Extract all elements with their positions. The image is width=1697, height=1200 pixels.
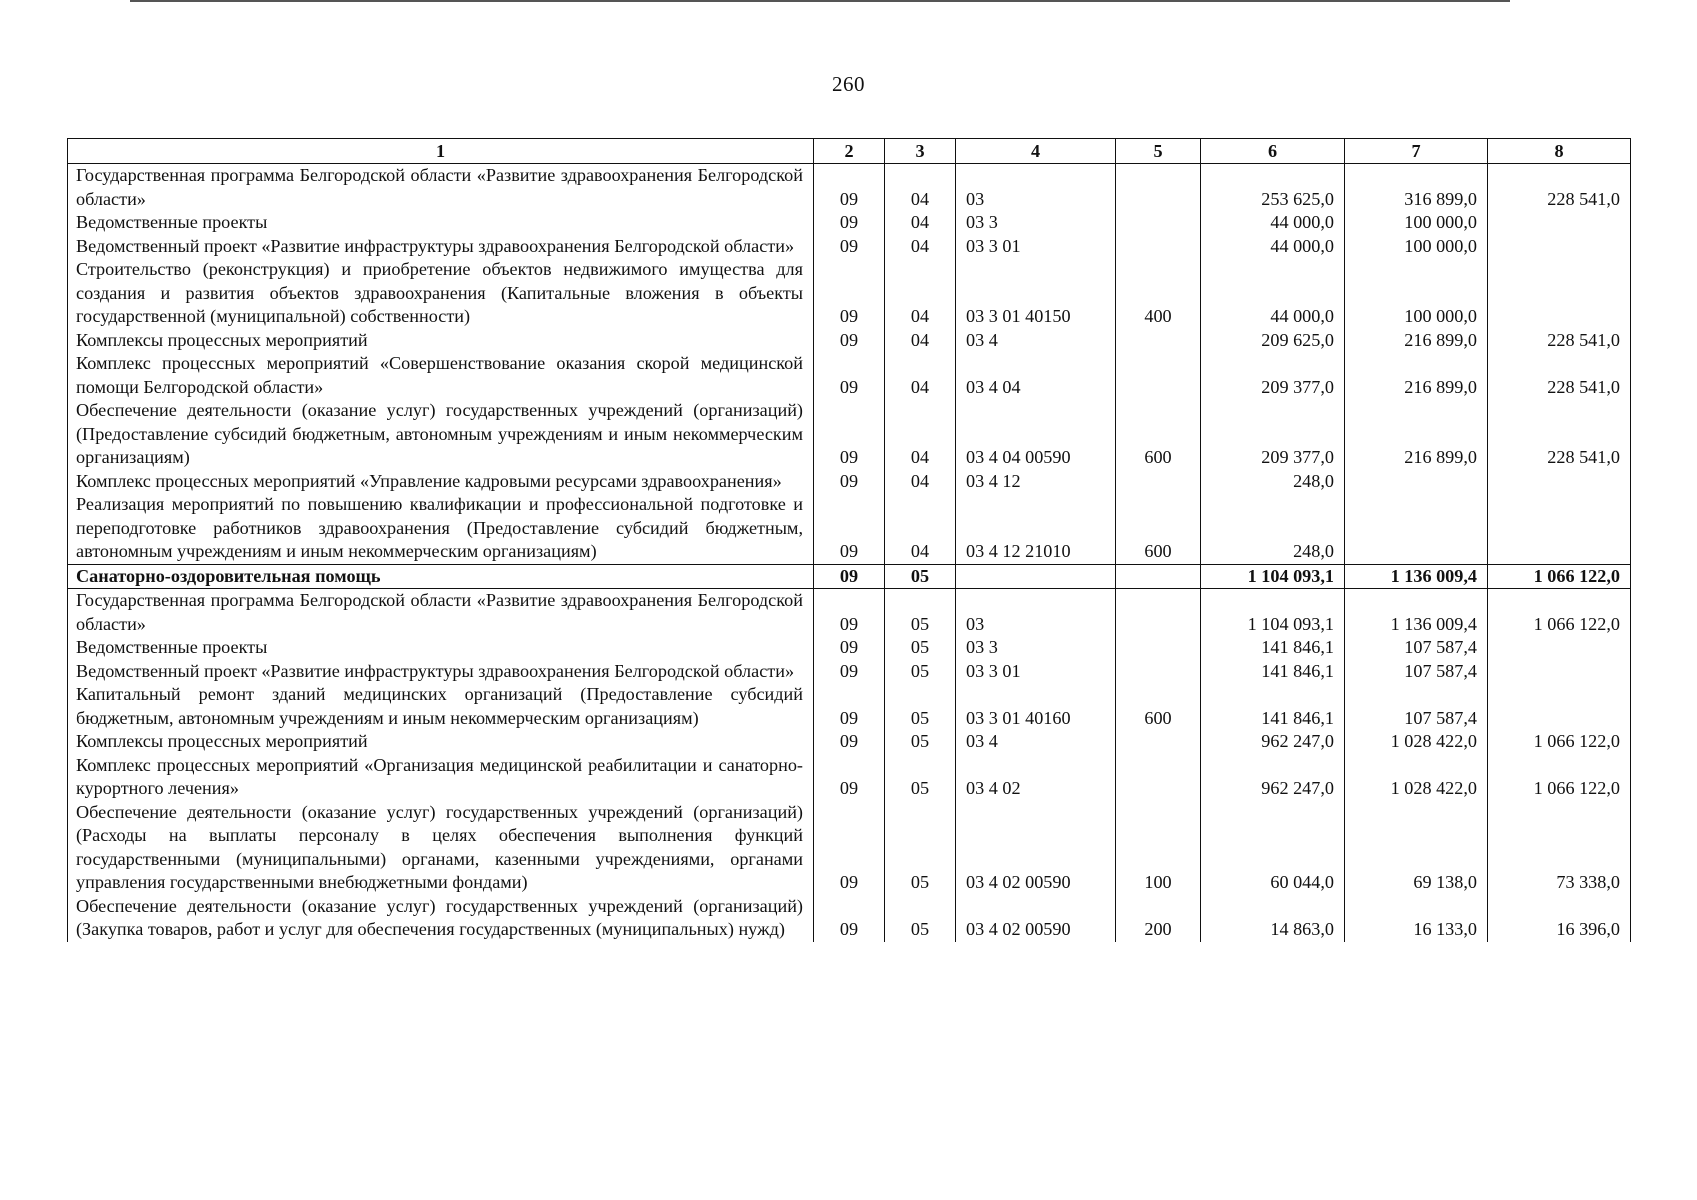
row-expense-type [1116,164,1201,212]
page-number: 260 [832,72,865,96]
row-section-code: 09 [814,683,885,730]
row-subsection-code: 05 [885,683,956,730]
row-target-article: 03 3 01 [956,235,1116,259]
row-amount-col6: 209 377,0 [1201,352,1345,399]
row-amount-col7: 16 133,0 [1345,895,1488,942]
row-expense-type: 400 [1116,258,1201,329]
row-amount-col8: 16 396,0 [1488,895,1631,942]
top-rule [130,0,1510,2]
table-row [68,235,1631,259]
row-expense-type [1116,730,1201,754]
row-subsection-code: 05 [885,636,956,660]
row-target-article: 03 4 04 00590 [956,399,1116,470]
row-amount-col7: 107 587,4 [1345,683,1488,730]
row-section-code: 09 [814,164,885,212]
table-row [68,895,1631,942]
row-subsection-code: 04 [885,399,956,470]
table-row [68,399,1631,470]
row-amount-col7: 69 138,0 [1345,801,1488,895]
table-row [68,493,1631,564]
row-name: Капитальный ремонт зданий медицинских организаций (Предоставление субсидий бюджетным, автономным учреждениям и иным некоммерческим организациям) [68,683,814,730]
row-target-article: 03 4 [956,329,1116,353]
row-amount-col6: 44 000,0 [1201,258,1345,329]
row-target-article: 03 3 01 40150 [956,258,1116,329]
header-col-4: 4 [956,139,1116,164]
row-section-code: 09 [814,801,885,895]
row-amount-col6: 253 625,0 [1201,164,1345,212]
row-target-article: 03 [956,164,1116,212]
row-amount-col8: 228 541,0 [1488,399,1631,470]
row-section-code: 09 [814,589,885,637]
row-amount-col7: 1 028 422,0 [1345,730,1488,754]
row-subsection-code: 05 [885,564,956,589]
row-target-article [956,564,1116,589]
header-col-2: 2 [814,139,885,164]
row-name: Комплексы процессных мероприятий [68,730,814,754]
row-section-code: 09 [814,258,885,329]
row-expense-type [1116,352,1201,399]
row-amount-col8: 228 541,0 [1488,352,1631,399]
row-expense-type [1116,589,1201,637]
row-section-code: 09 [814,211,885,235]
row-expense-type: 200 [1116,895,1201,942]
row-target-article: 03 [956,589,1116,637]
row-subsection-code: 04 [885,235,956,259]
row-name: Ведомственный проект «Развитие инфраструктуры здравоохранения Белгородской области» [68,235,814,259]
row-expense-type [1116,211,1201,235]
header-col-3: 3 [885,139,956,164]
row-amount-col7: 107 587,4 [1345,660,1488,684]
row-subsection-code: 05 [885,730,956,754]
row-target-article: 03 4 02 [956,754,1116,801]
row-expense-type: 600 [1116,493,1201,564]
row-target-article: 03 4 02 00590 [956,801,1116,895]
table-row [68,801,1631,895]
row-expense-type: 100 [1116,801,1201,895]
row-target-article: 03 3 01 40160 [956,683,1116,730]
row-amount-col8: 228 541,0 [1488,329,1631,353]
row-section-code: 09 [814,754,885,801]
row-section-code: 09 [814,636,885,660]
header-col-1: 1 [68,139,814,164]
row-section-code: 09 [814,235,885,259]
row-target-article: 03 4 12 21010 [956,493,1116,564]
row-amount-col6: 248,0 [1201,493,1345,564]
row-subsection-code: 05 [885,589,956,637]
row-subsection-code: 05 [885,660,956,684]
row-subsection-code: 04 [885,258,956,329]
row-amount-col6: 14 863,0 [1201,895,1345,942]
header-row [68,139,1631,164]
row-amount-col8 [1488,211,1631,235]
row-subsection-code: 05 [885,895,956,942]
row-section-code: 09 [814,493,885,564]
row-subsection-code: 04 [885,493,956,564]
row-expense-type [1116,636,1201,660]
row-expense-type: 600 [1116,399,1201,470]
row-amount-col8: 73 338,0 [1488,801,1631,895]
row-subsection-code: 04 [885,352,956,399]
row-subsection-code: 04 [885,164,956,212]
table-row [68,352,1631,399]
row-expense-type [1116,235,1201,259]
row-subsection-code: 04 [885,470,956,494]
row-section-code: 09 [814,352,885,399]
row-amount-col6: 209 377,0 [1201,399,1345,470]
row-amount-col6: 962 247,0 [1201,730,1345,754]
row-name: Комплекс процессных мероприятий «Управление кадровыми ресурсами здравоохранения» [68,470,814,494]
row-amount-col7: 100 000,0 [1345,258,1488,329]
row-name: Обеспечение деятельности (оказание услуг) государственных учреждений (организаций) (Закупка товаров, работ и услуг для обеспечения государственных (муниципальных) нужд) [68,895,814,942]
row-amount-col6: 248,0 [1201,470,1345,494]
row-target-article: 03 3 [956,211,1116,235]
row-name: Ведомственные проекты [68,211,814,235]
row-name: Государственная программа Белгородской области «Развитие здравоохранения Белгородской области» [68,589,814,637]
row-amount-col6: 141 846,1 [1201,683,1345,730]
row-amount-col7: 100 000,0 [1345,211,1488,235]
row-amount-col6: 141 846,1 [1201,636,1345,660]
row-section-code: 09 [814,895,885,942]
row-amount-col6: 209 625,0 [1201,329,1345,353]
row-amount-col8 [1488,636,1631,660]
row-target-article: 03 3 01 [956,660,1116,684]
table-row [68,164,1631,212]
table-row [68,683,1631,730]
row-name: Ведомственные проекты [68,636,814,660]
row-subsection-code: 04 [885,211,956,235]
row-amount-col7: 216 899,0 [1345,399,1488,470]
row-amount-col8: 1 066 122,0 [1488,730,1631,754]
table-row [68,258,1631,329]
table-row [68,211,1631,235]
row-amount-col7: 1 028 422,0 [1345,754,1488,801]
row-amount-col6: 44 000,0 [1201,211,1345,235]
row-amount-col7: 100 000,0 [1345,235,1488,259]
row-name: Обеспечение деятельности (оказание услуг) государственных учреждений (организаций) (Предоставление субсидий бюджетным, автономным учреждениям и иным некоммерческим организациям) [68,399,814,470]
row-name: Государственная программа Белгородской области «Развитие здравоохранения Белгородской области» [68,164,814,212]
row-name: Строительство (реконструкция) и приобретение объектов недвижимого имущества для создания и развития объектов здравоохранения (Капитальные вложения в объекты государственной (муниципальной) собственности) [68,258,814,329]
row-section-code: 09 [814,329,885,353]
row-amount-col6: 141 846,1 [1201,660,1345,684]
row-name: Ведомственный проект «Развитие инфраструктуры здравоохранения Белгородской области» [68,660,814,684]
row-name: Комплекс процессных мероприятий «Совершенствование оказания скорой медицинской помощи Белгородской области» [68,352,814,399]
row-amount-col8 [1488,660,1631,684]
row-target-article: 03 3 [956,636,1116,660]
row-amount-col6: 44 000,0 [1201,235,1345,259]
row-amount-col6: 962 247,0 [1201,754,1345,801]
table-row [68,589,1631,637]
row-amount-col7: 107 587,4 [1345,636,1488,660]
row-name: Комплекс процессных мероприятий «Организация медицинской реабилитации и санаторно-курортного лечения» [68,754,814,801]
header-col-5: 5 [1116,139,1201,164]
row-name: Комплексы процессных мероприятий [68,329,814,353]
row-target-article: 03 4 12 [956,470,1116,494]
row-amount-col8: 228 541,0 [1488,164,1631,212]
row-amount-col7: 1 136 009,4 [1345,564,1488,589]
row-amount-col8 [1488,493,1631,564]
row-section-code: 09 [814,730,885,754]
header-col-8: 8 [1488,139,1631,164]
budget-table [67,138,1631,942]
table-row [68,329,1631,353]
row-target-article: 03 4 04 [956,352,1116,399]
row-expense-type [1116,754,1201,801]
row-amount-col8: 1 066 122,0 [1488,589,1631,637]
row-subsection-code: 05 [885,754,956,801]
row-expense-type [1116,660,1201,684]
row-expense-type [1116,470,1201,494]
header-col-6: 6 [1201,139,1345,164]
row-amount-col8: 1 066 122,0 [1488,754,1631,801]
row-name: Реализация мероприятий по повышению квалификации и профессиональной подготовке и переподготовке работников здравоохранения (Предоставление субсидий бюджетным, автономным учреждениям и иным некоммерческим организациям) [68,493,814,564]
row-amount-col8 [1488,258,1631,329]
row-subsection-code: 05 [885,801,956,895]
row-section-code: 09 [814,470,885,494]
row-amount-col6: 60 044,0 [1201,801,1345,895]
row-name: Обеспечение деятельности (оказание услуг) государственных учреждений (организаций) (Расходы на выплаты персоналу в целях обеспечения выполнения функций государственными (муниципальными) органами, казенными учреждениями, органами управления государственными внебюджетными фондами) [68,801,814,895]
row-amount-col8 [1488,470,1631,494]
table-body [68,164,1631,942]
table-row [68,660,1631,684]
row-target-article: 03 4 02 00590 [956,895,1116,942]
row-amount-col7: 1 136 009,4 [1345,589,1488,637]
row-amount-col8: 1 066 122,0 [1488,564,1631,589]
row-section-code: 09 [814,399,885,470]
header-col-7: 7 [1345,139,1488,164]
table-row [68,470,1631,494]
row-amount-col8 [1488,235,1631,259]
table-row [68,754,1631,801]
table-row [68,636,1631,660]
table-row [68,730,1631,754]
row-section-code: 09 [814,564,885,589]
row-amount-col6: 1 104 093,1 [1201,564,1345,589]
row-amount-col7 [1345,493,1488,564]
row-name: Санаторно-оздоровительная помощь [68,564,814,589]
row-amount-col7: 316 899,0 [1345,164,1488,212]
row-amount-col7: 216 899,0 [1345,352,1488,399]
section-row [68,564,1631,589]
row-expense-type: 600 [1116,683,1201,730]
row-amount-col8 [1488,683,1631,730]
row-expense-type [1116,329,1201,353]
row-amount-col6: 1 104 093,1 [1201,589,1345,637]
row-expense-type [1116,564,1201,589]
row-amount-col7 [1345,470,1488,494]
row-subsection-code: 04 [885,329,956,353]
row-target-article: 03 4 [956,730,1116,754]
row-amount-col7: 216 899,0 [1345,329,1488,353]
row-section-code: 09 [814,660,885,684]
